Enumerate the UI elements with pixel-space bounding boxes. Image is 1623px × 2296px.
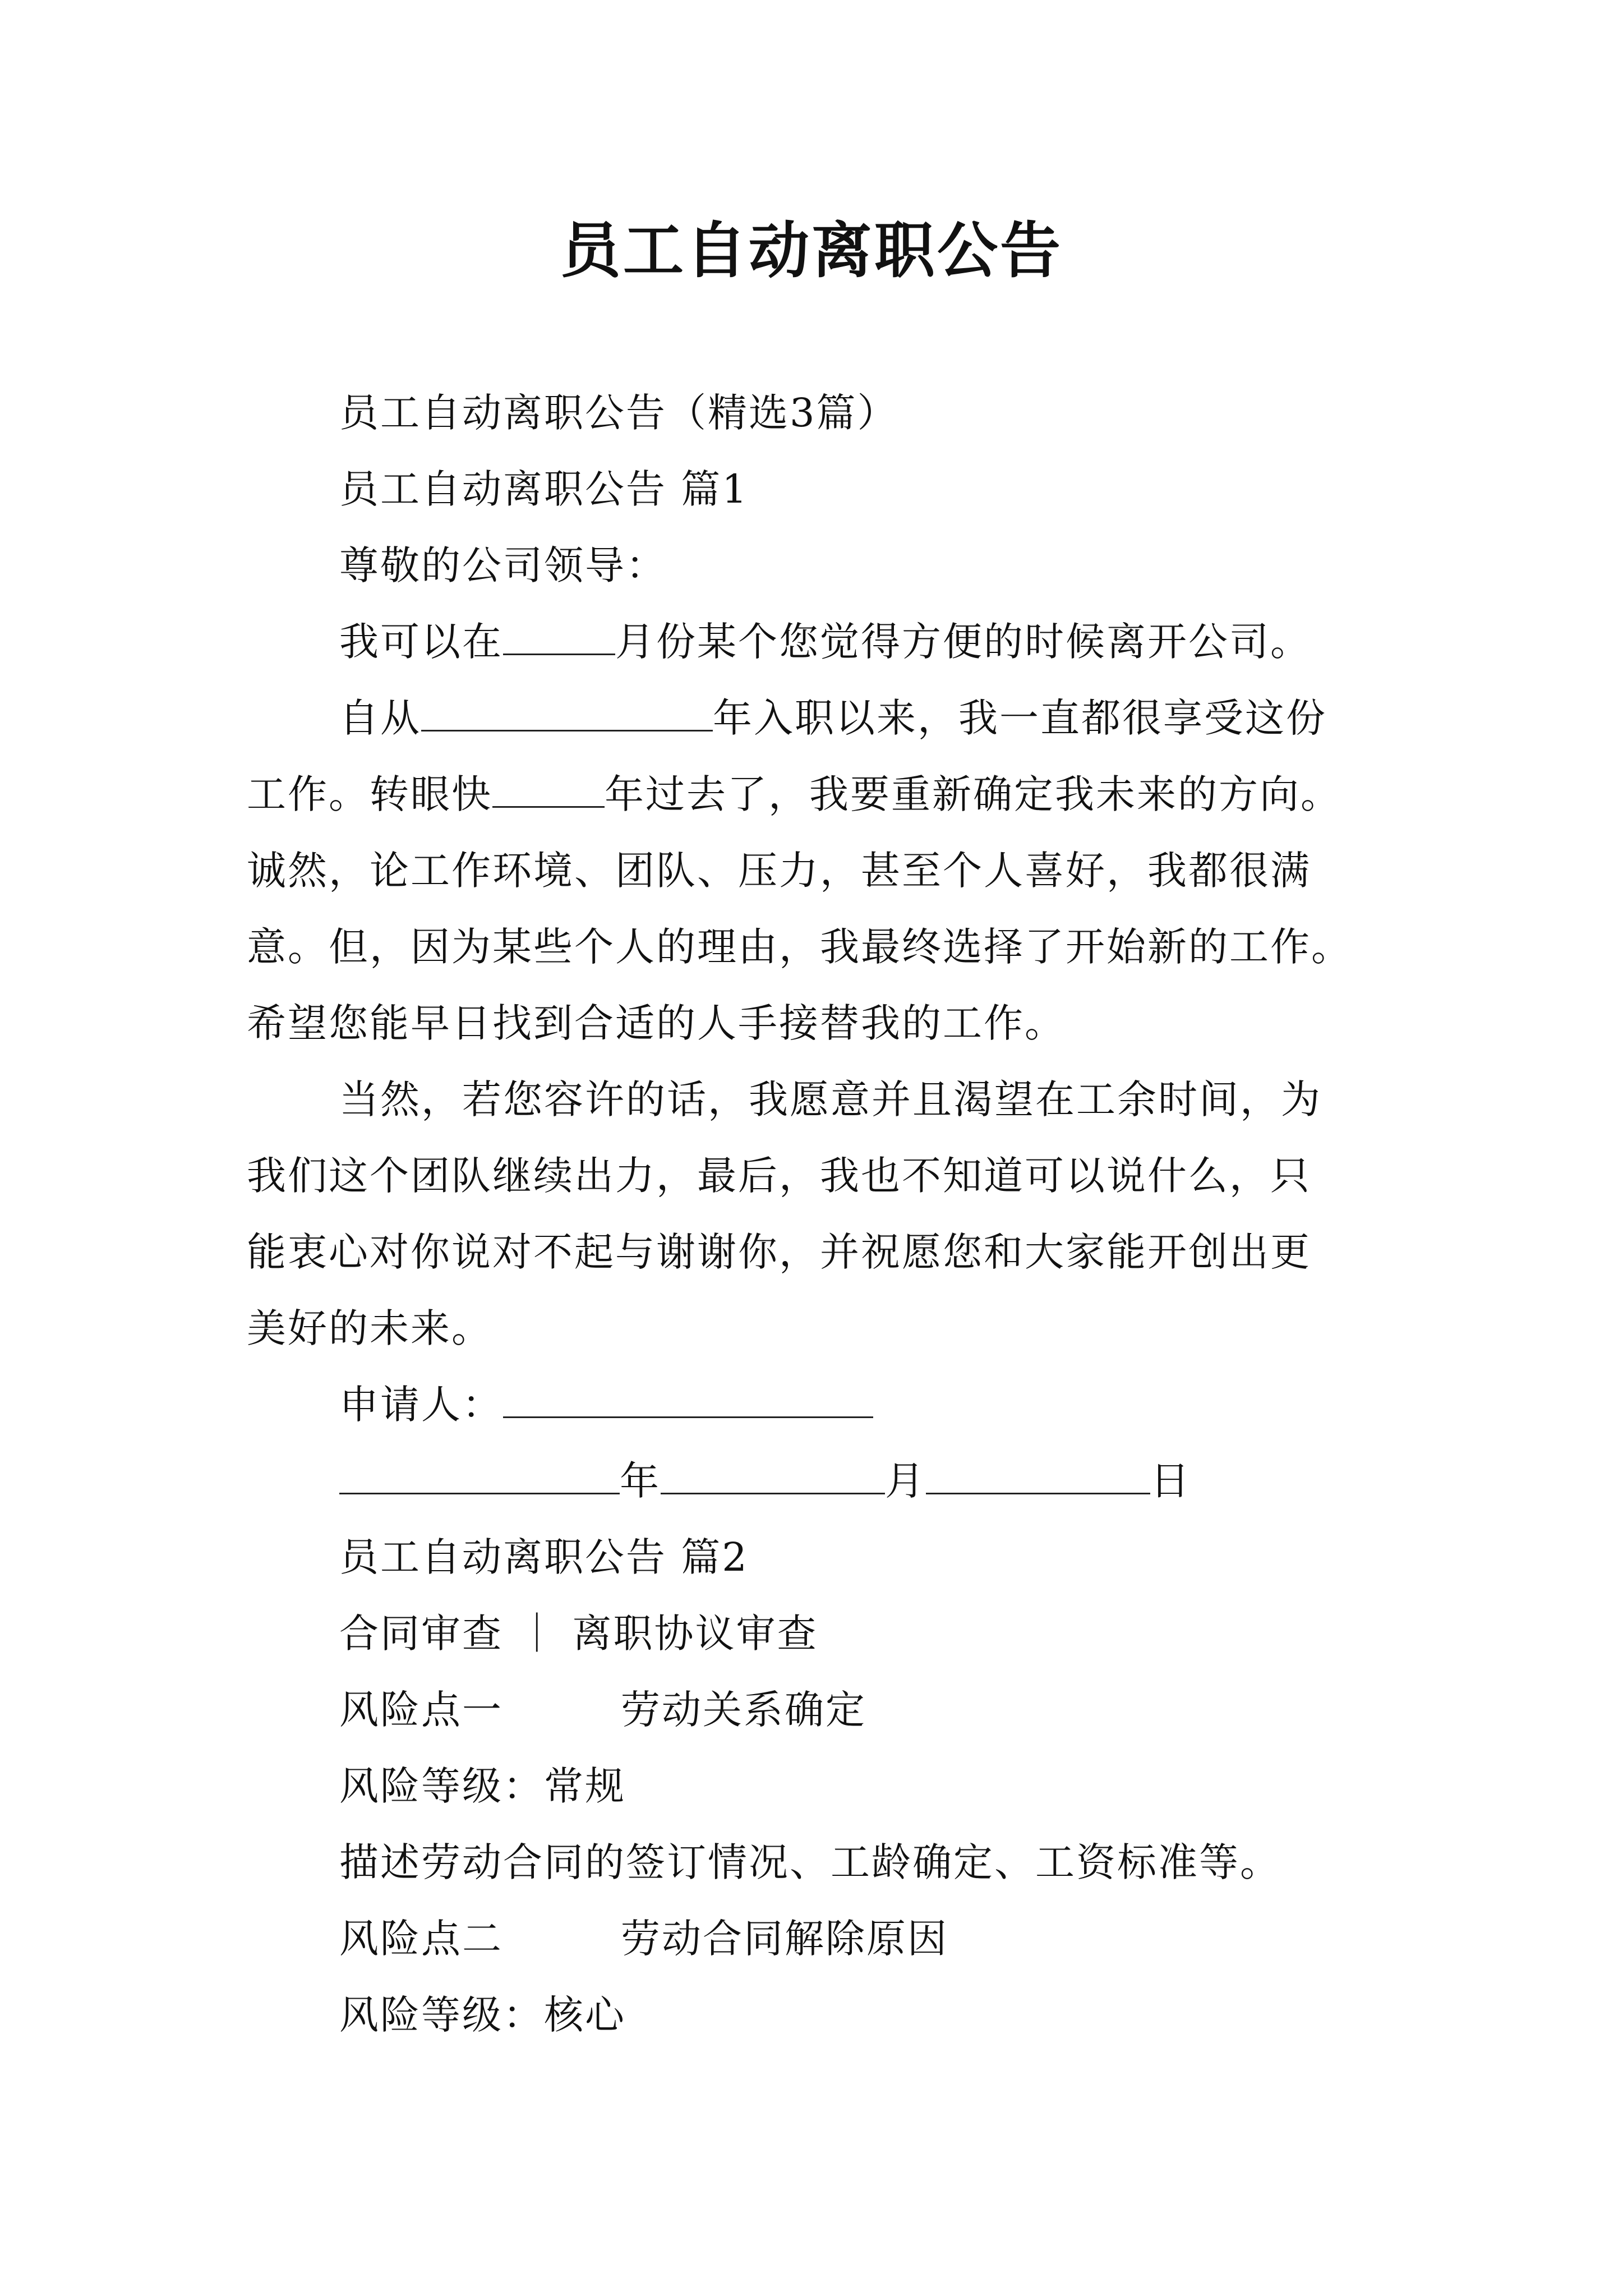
paragraph2-line2-text-a: 工作。转眼快 xyxy=(247,771,492,817)
paragraph2-line-2 xyxy=(247,767,1341,821)
paragraph2-line-5: 希望您能早日找到合适的人手接替我的工作。 xyxy=(247,1000,1066,1046)
paragraph2-text-b: 年入职以来，我一直都很享受这份 xyxy=(713,695,1327,741)
paragraph2-line-3: 诚然，论工作环境、团队、压力，甚至个人喜好，我都很满 xyxy=(247,848,1311,894)
years-passed-blank xyxy=(492,771,605,808)
paragraph2-line-4: 意。但，因为某些个人的理由，我最终选择了开始新的工作。 xyxy=(247,924,1352,970)
date-year-blank xyxy=(339,1458,620,1494)
paragraph1-line xyxy=(339,615,1311,669)
paragraph2-line2-text-b: 年过去了，我要重新确定我未来的方向。 xyxy=(605,771,1341,817)
date-month-label: 月 xyxy=(885,1458,926,1504)
article2-heading: 员工自动离职公告 篇2 xyxy=(339,1534,749,1580)
year-joined-blank xyxy=(421,695,713,731)
applicant-label: 申请人： xyxy=(339,1382,503,1428)
article1-heading: 员工自动离职公告 篇1 xyxy=(339,466,749,512)
date-day-blank xyxy=(926,1458,1150,1494)
applicant-blank xyxy=(503,1382,873,1418)
risk2-line xyxy=(339,1912,948,1966)
salutation: 尊敬的公司领导： xyxy=(339,542,667,588)
paragraph2-text-a: 自从 xyxy=(339,695,421,741)
applicant-line xyxy=(339,1378,873,1432)
page-title: 员工自动离职公告 xyxy=(560,215,1063,286)
intro-line: 员工自动离职公告（精选3篇） xyxy=(339,390,898,436)
date-day-label: 日 xyxy=(1150,1458,1191,1504)
risk1-title: 劳动关系确定 xyxy=(621,1687,866,1733)
paragraph3-line-3: 能衷心对你说对不起与谢谢你，并祝愿您和大家能开创出更 xyxy=(247,1229,1311,1275)
risk1-label: 风险点一 xyxy=(339,1687,503,1733)
date-line xyxy=(339,1454,1191,1508)
risk2-label: 风险点二 xyxy=(339,1916,503,1962)
risk2-level: 风险等级：核心 xyxy=(339,1992,626,2038)
paragraph3-line-2: 我们这个团队继续出力，最后，我也不知道可以说什么，只 xyxy=(247,1153,1311,1199)
risk1-line xyxy=(339,1683,866,1737)
paragraph3-line-1: 当然，若您容许的话，我愿意并且渴望在工余时间，为 xyxy=(339,1076,1322,1122)
risk1-description: 描述劳动合同的签订情况、工龄确定、工资标准等。 xyxy=(339,1839,1281,1885)
date-month-blank xyxy=(661,1458,885,1494)
paragraph3-line-4: 美好的未来。 xyxy=(247,1305,492,1351)
paragraph2-line-1 xyxy=(339,691,1327,745)
risk1-level: 风险等级：常规 xyxy=(339,1763,626,1809)
paragraph1-text-b: 月份某个您觉得方便的时候离开公司。 xyxy=(615,619,1311,665)
paragraph1-text-a: 我可以在 xyxy=(339,619,503,665)
date-year-label: 年 xyxy=(620,1458,661,1504)
risk2-title: 劳动合同解除原因 xyxy=(621,1916,948,1962)
month-blank xyxy=(503,619,615,655)
article2-subheading: 合同审查 ｜ 离职协议审查 xyxy=(339,1611,818,1657)
